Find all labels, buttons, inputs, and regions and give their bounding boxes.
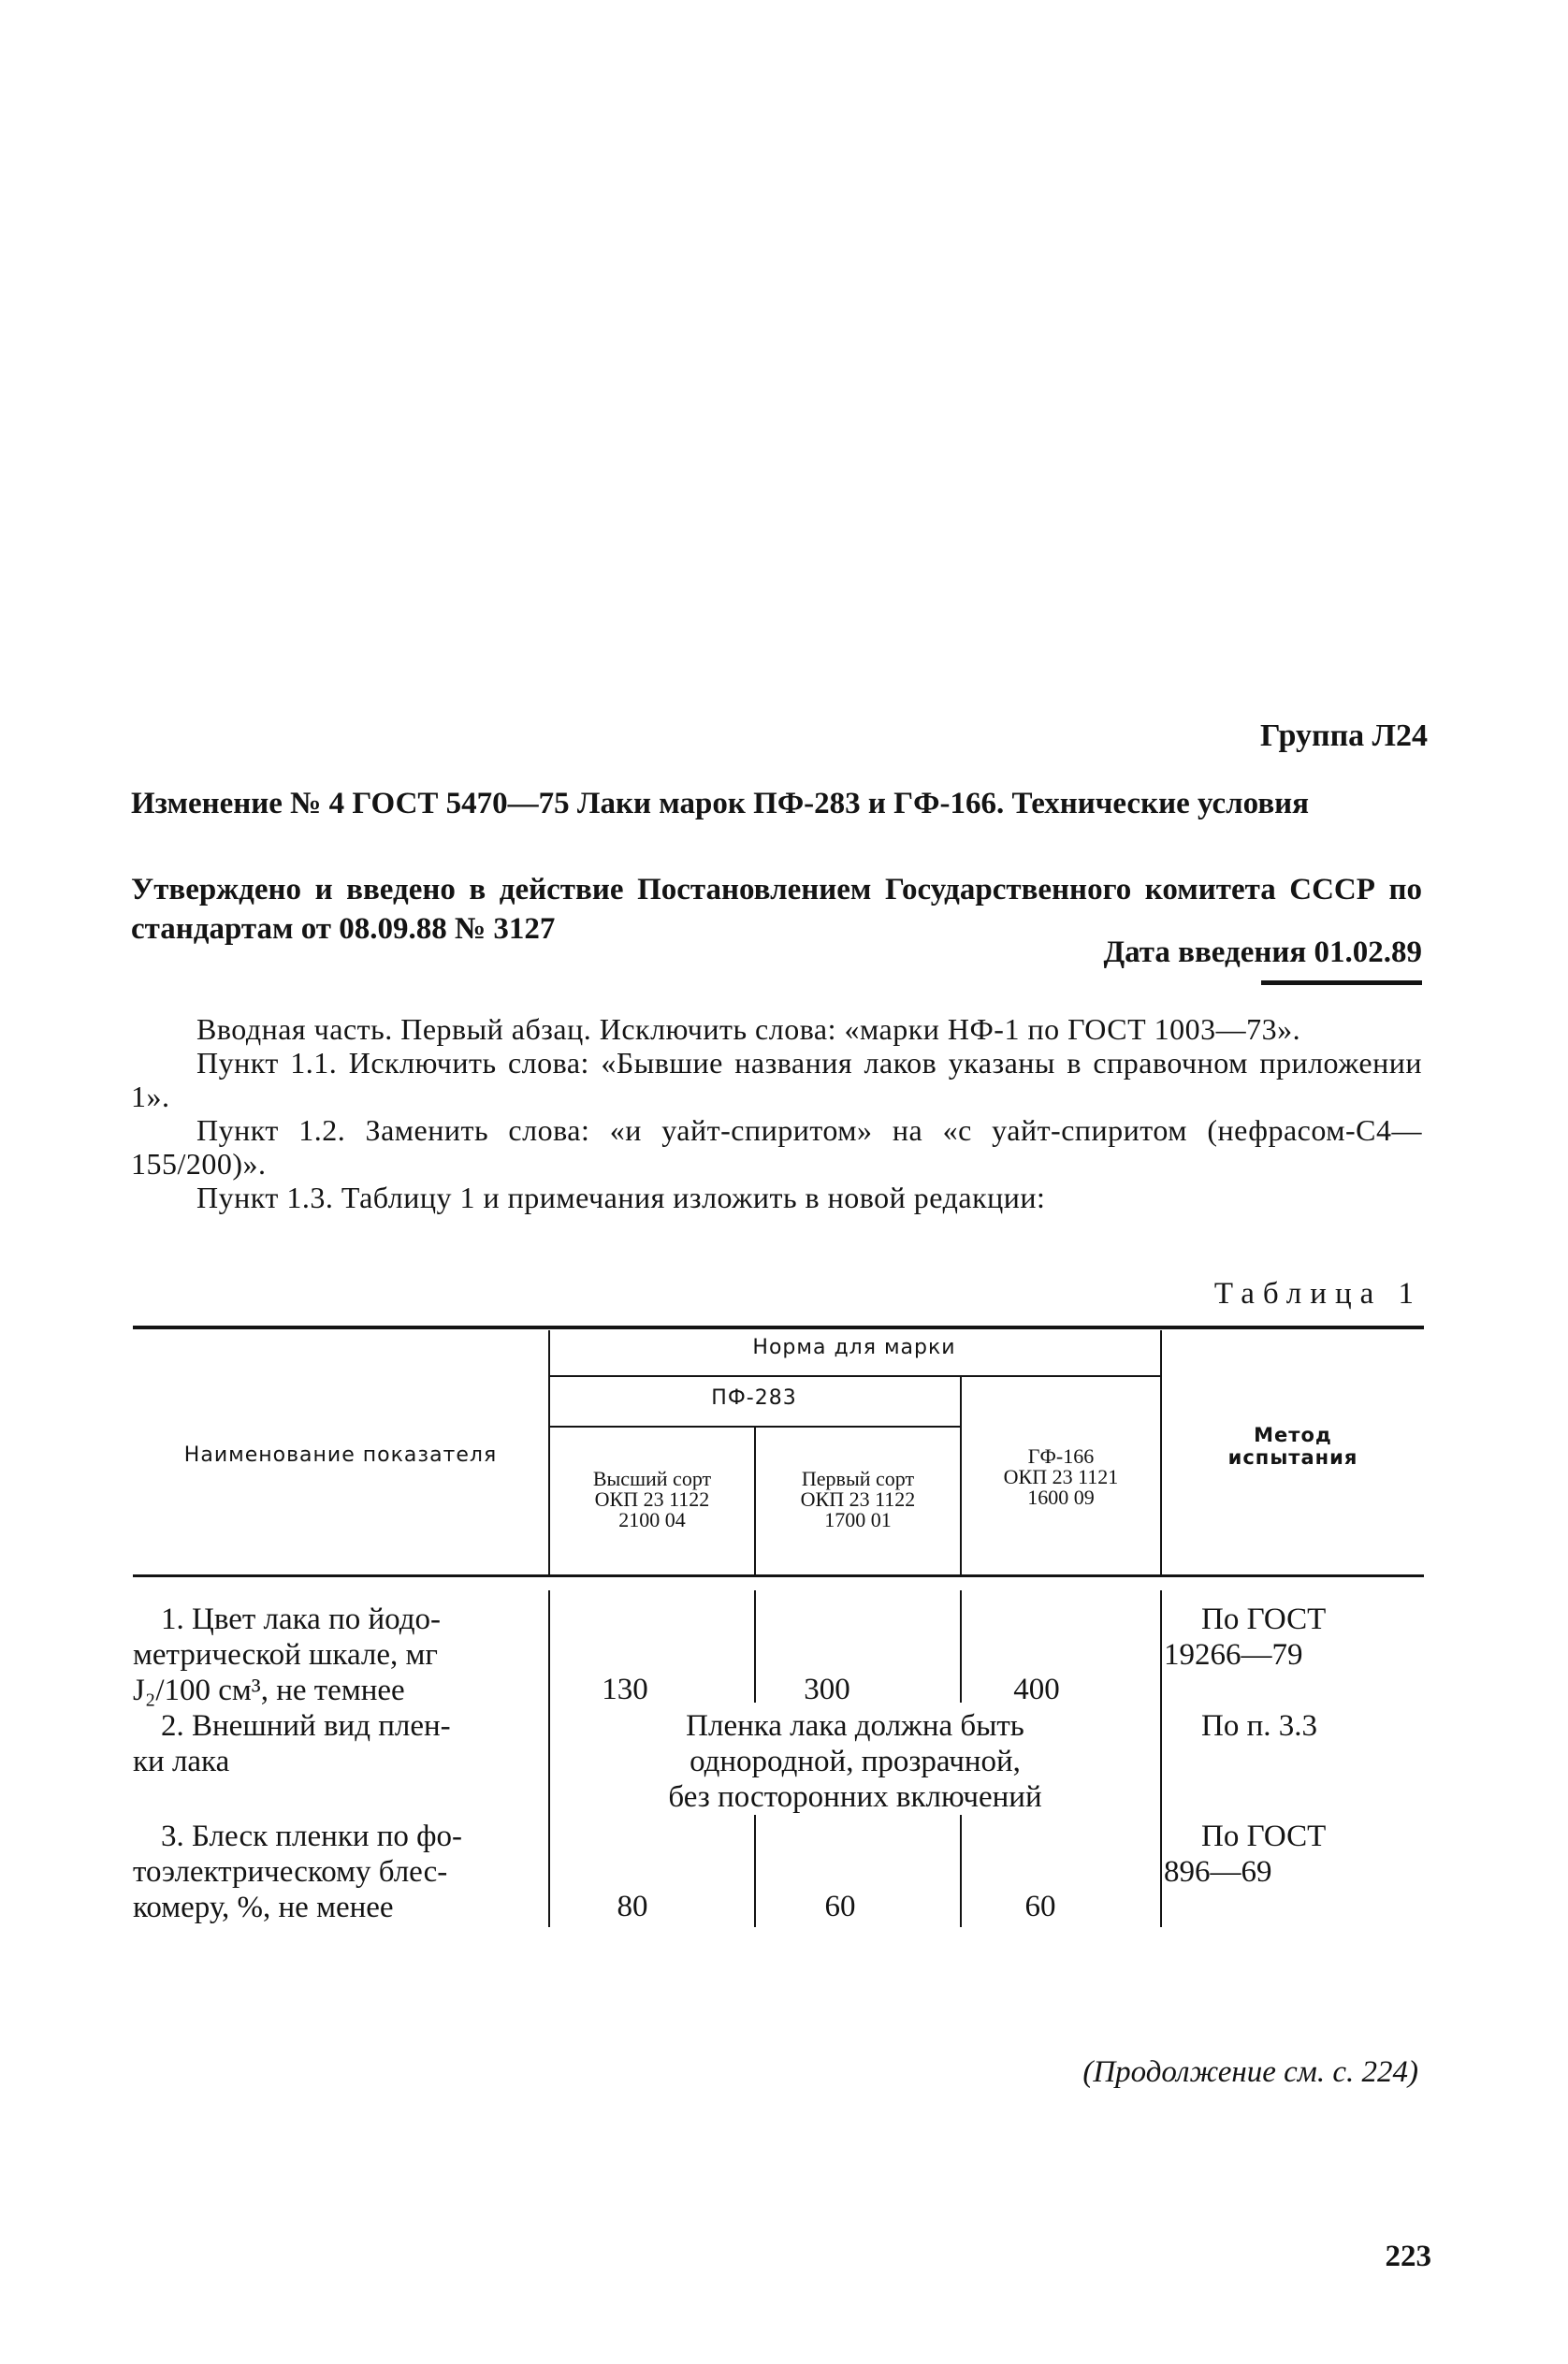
header-method: Метод испытания (1227, 1424, 1358, 1469)
row2-merged-value: Пленка лака должна быть однородной, прозрачной, без посторонних включений (668, 1709, 1042, 1814)
paragraph: Вводная часть. Первый абзац. Исключить слова: «марки НФ-1 по ГОСТ 1003—73». (196, 1012, 1301, 1046)
paragraph: Пункт 1.1. Исключить слова: «Бывшие названия лаков указаны в справочном приложении 1». (131, 1046, 1422, 1113)
header-first-grade: Первый сорт ОКП 23 1122 1700 01 (800, 1467, 916, 1531)
row-name-line: 3. Блеск пленки по фо- (161, 1820, 463, 1853)
paragraph: Пункт 1.3. Таблицу 1 и примечания изложить в новой редакции: (196, 1181, 1046, 1214)
row-name-line: ки лака (133, 1745, 230, 1778)
col-divider-grades (754, 1590, 756, 1703)
change-title: Изменение № 4 ГОСТ 5470—75 Лаки марок ПФ-283 и ГФ-166. Технические условия (131, 787, 1310, 820)
group-code: Группа Л24 (1260, 718, 1428, 753)
row-name-line: метрической шкале, мг (133, 1638, 438, 1672)
header-indicator: Наименование показателя (183, 1443, 498, 1467)
col-divider-gf (960, 1815, 962, 1927)
row3-gf: 60 (1024, 1890, 1056, 1923)
row3-first-grade: 60 (824, 1890, 856, 1923)
table-top-rule (133, 1326, 1424, 1329)
row-name-line: 1. Цвет лака по йодо- (161, 1603, 441, 1636)
row-name-line: тоэлектрическому блес- (133, 1855, 448, 1889)
row1-first-grade: 300 (804, 1673, 850, 1706)
page-number: 223 (1385, 2240, 1431, 2273)
body-text (131, 1012, 1422, 1214)
table-row (133, 1708, 535, 1779)
paragraph: Пункт 1.2. Заменить слова: «и уайт-спиритом» на «с уайт-спиритом (нефрасом-С4—155/200)». (131, 1113, 1422, 1181)
header-top-grade: Высший сорт ОКП 23 1122 2100 04 (592, 1467, 712, 1531)
header-pf-group: ПФ-283 (711, 1386, 797, 1410)
row-name-line: 2. Внешний вид плен- (161, 1709, 451, 1743)
table-row (133, 1602, 535, 1708)
row1-gf: 400 (1013, 1673, 1060, 1706)
col-divider-indicator (548, 1330, 550, 1575)
table-row (133, 1819, 535, 1925)
norm-group-rule (548, 1375, 1160, 1377)
row-name-line: J₂/100 см³, не темнее (133, 1674, 405, 1707)
row3-method: По ГОСТ 896—69 (1164, 1820, 1327, 1889)
date-underline (1261, 980, 1422, 985)
row3-top-grade: 80 (617, 1890, 648, 1923)
col-divider-grades (754, 1815, 756, 1927)
row1-top-grade: 130 (602, 1673, 648, 1706)
col-divider-method (1160, 1590, 1162, 1927)
col-divider-gf (960, 1590, 962, 1703)
table-header-bottom-rule (133, 1574, 1424, 1577)
date-introduced: Дата введения 01.02.89 (1103, 935, 1422, 969)
row1-method: По ГОСТ 19266—79 (1164, 1603, 1327, 1672)
row-name-line: комеру, %, не менее (133, 1891, 394, 1924)
approval-note: Утверждено и введено в действие Постановлением Государственного комитета СССР по стандартам от 08.09.88 № 3127 (131, 873, 1422, 946)
header-norm-group: Норма для марки (752, 1336, 956, 1359)
continuation-note: (Продолжение см. с. 224) (1082, 2055, 1418, 2089)
row2-method: По п. 3.3 (1201, 1709, 1317, 1743)
header-gf: ГФ-166 ОКП 23 1121 1600 09 (1003, 1444, 1119, 1509)
table-label: Таблица 1 (1213, 1277, 1422, 1311)
